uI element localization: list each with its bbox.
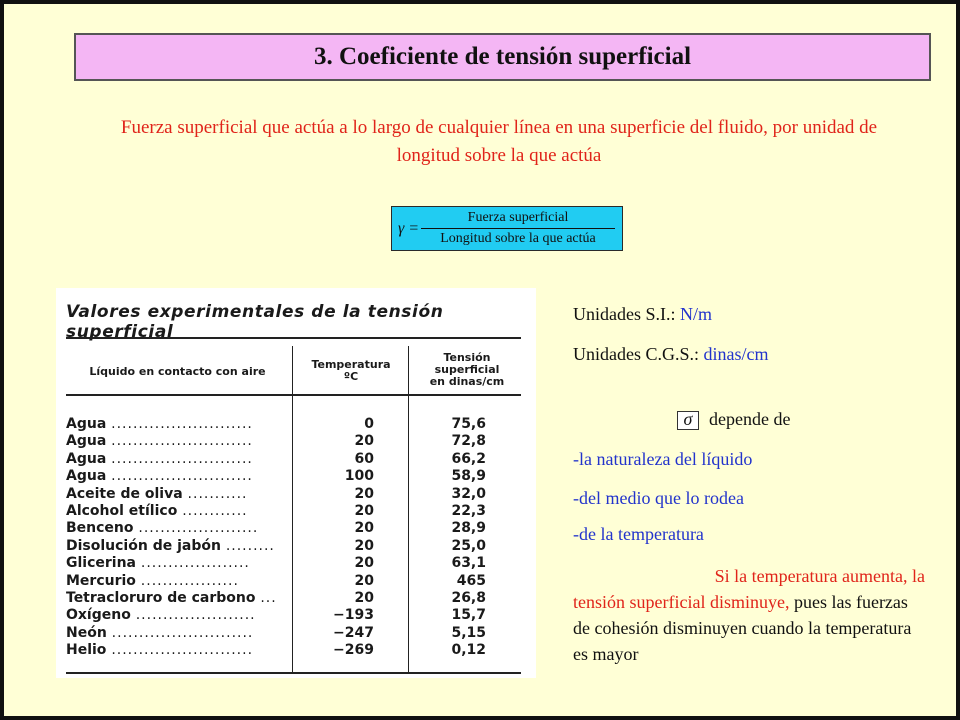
- sigma-depends-line: [677, 409, 790, 430]
- leader-dots: ......................: [138, 520, 259, 537]
- liquid-name: Glicerina: [66, 555, 136, 572]
- temperature-value: −247: [333, 624, 374, 641]
- liquid-name: Agua: [66, 468, 107, 485]
- temperature-value: 20: [354, 537, 374, 554]
- temperature-value: −193: [333, 607, 374, 624]
- temperature-value: 60: [354, 450, 374, 467]
- temperature-value: 20: [354, 485, 374, 502]
- leader-dots: ..........................: [111, 468, 253, 485]
- header-tension-line3: en dinas/cm: [429, 375, 505, 388]
- table-body: [64, 416, 534, 659]
- tension-value: 15,7: [451, 607, 486, 624]
- si-units-label: Unidades S.I.:: [573, 304, 676, 324]
- table-row: [64, 486, 534, 503]
- table-bottom-rule: [66, 672, 521, 674]
- leader-dots: ..........................: [111, 642, 254, 659]
- formula-fraction: [419, 210, 617, 247]
- table-row: [64, 416, 534, 433]
- table-title: Valores experimentales de la tensión superficial: [66, 302, 444, 342]
- dependency-item: -la naturaleza del líquido: [573, 449, 753, 469]
- tension-value: 465: [456, 572, 486, 589]
- liquid-name: Agua: [66, 416, 107, 432]
- tension-value: 25,0: [451, 537, 486, 554]
- table-row: [64, 433, 534, 450]
- header-liquid: Líquido en contacto con aire: [89, 365, 266, 378]
- formula-box: [391, 206, 623, 251]
- table-top-rule: [66, 337, 521, 339]
- header-tension: [412, 352, 522, 388]
- leader-dots: ....................: [140, 555, 250, 572]
- header-temperature-line2: ºC: [343, 370, 359, 383]
- cgs-units-label: Unidades C.G.S.:: [573, 344, 699, 364]
- tension-value: 5,15: [451, 624, 486, 641]
- liquid-name: Disolución de jabón: [66, 537, 221, 554]
- table-row: [64, 520, 534, 537]
- conclusion-red-line2: tensión superficial disminuye,: [573, 592, 790, 612]
- leader-dots: ..........................: [111, 433, 253, 450]
- leader-dots: ...: [260, 589, 277, 606]
- cgs-units-value: dinas/cm: [703, 344, 769, 364]
- temperature-value: 20: [354, 502, 374, 519]
- slide-title: 3. Coeficiente de tensión superficial: [74, 33, 931, 81]
- tension-value: 26,8: [451, 589, 486, 606]
- liquid-name: Agua: [66, 433, 107, 450]
- temperature-value: 20: [354, 433, 374, 450]
- tension-value: 58,9: [451, 468, 486, 485]
- tension-value: 63,1: [451, 555, 486, 572]
- liquid-name: Benceno: [66, 520, 134, 537]
- dependency-item: -del medio que lo rodea: [573, 488, 744, 508]
- table-row: [64, 468, 534, 485]
- depends-text: depende de: [709, 409, 791, 429]
- table-row: [64, 642, 534, 659]
- tension-value: 72,8: [451, 433, 486, 450]
- table-row: [64, 503, 534, 520]
- temperature-value: 100: [344, 468, 374, 485]
- cgs-units-line: [573, 344, 769, 365]
- conclusion-red-line1: Si la temperatura aumenta, la: [714, 566, 925, 586]
- leader-dots: ..................: [140, 572, 239, 589]
- conclusion-black-text: pues las fuerzas de cohesión disminuyen cuando la temperatura es mayor: [573, 592, 912, 664]
- formula-denominator: Longitud sobre la que actúa: [440, 231, 596, 246]
- table-row: [64, 555, 534, 572]
- table-row: [64, 607, 534, 624]
- tension-value: 22,3: [451, 502, 486, 519]
- table-row: [64, 451, 534, 468]
- surface-tension-table: [56, 288, 536, 678]
- liquid-name: Agua: [66, 450, 107, 467]
- table-row: [64, 538, 534, 555]
- header-temperature: [296, 359, 406, 383]
- leader-dots: ..........................: [111, 624, 254, 641]
- leader-dots: ......................: [135, 607, 256, 624]
- temperature-value: −269: [333, 642, 374, 659]
- liquid-name: Mercurio: [66, 572, 136, 589]
- header-tension-line2: superficial: [434, 363, 500, 376]
- header-tension-line1: Tensión: [443, 351, 491, 364]
- definition-text: Fuerza superficial que actúa a lo largo de cualquier línea en una superficie del fluido, por unidad de longitud sobre la que actúa: [120, 117, 878, 166]
- temperature-value: 20: [354, 589, 374, 606]
- liquid-name: Aceite de oliva: [66, 485, 183, 502]
- tension-value: 0,12: [451, 642, 486, 659]
- tension-value: 32,0: [451, 485, 486, 502]
- sigma-symbol: σ: [677, 411, 699, 430]
- formula-numerator: Fuerza superficial: [467, 210, 569, 225]
- temperature-value: 20: [354, 520, 374, 537]
- table-row: [64, 590, 534, 607]
- table-row: [64, 573, 534, 590]
- leader-dots: ..........................: [111, 416, 253, 432]
- leader-dots: ...........: [187, 485, 248, 502]
- table-header-rule: [66, 394, 521, 396]
- header-temperature-line1: Temperatura: [311, 358, 391, 371]
- liquid-name: Alcohol etílico: [66, 502, 178, 519]
- tension-value: 28,9: [451, 520, 486, 537]
- temperature-value: 0: [364, 416, 374, 432]
- liquid-name: Oxígeno: [66, 607, 131, 624]
- si-units-line: [573, 304, 712, 325]
- dependency-item: -de la temperatura: [573, 524, 704, 544]
- gamma-symbol: γ =: [398, 220, 420, 237]
- tension-value: 75,6: [451, 416, 486, 432]
- conclusion-paragraph: [573, 563, 925, 667]
- temperature-value: 20: [354, 572, 374, 589]
- liquid-name: Tetracloruro de carbono: [66, 589, 256, 606]
- tension-value: 66,2: [451, 450, 486, 467]
- si-units-value: N/m: [680, 304, 713, 324]
- leader-dots: ..........................: [111, 450, 253, 467]
- leader-dots: .........: [225, 537, 275, 554]
- leader-dots: ............: [182, 502, 248, 519]
- liquid-name: Neón: [66, 624, 107, 641]
- temperature-value: 20: [354, 555, 374, 572]
- liquid-name: Helio: [66, 642, 107, 659]
- table-row: [64, 625, 534, 642]
